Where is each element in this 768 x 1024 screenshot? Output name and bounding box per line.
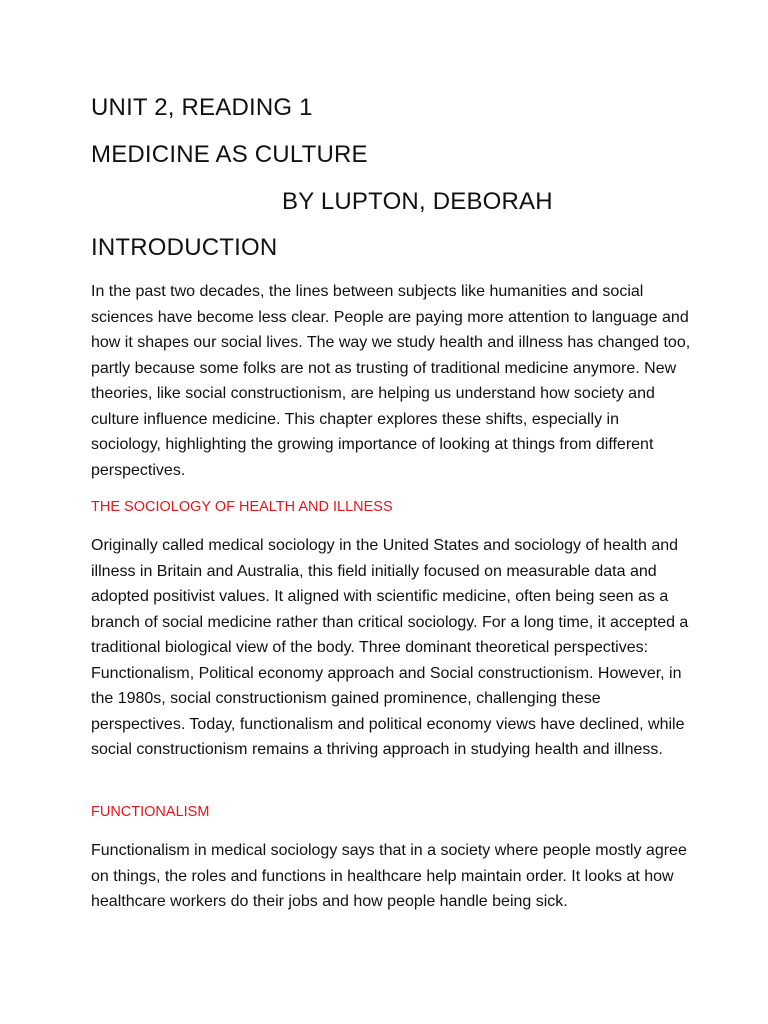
author-line: BY LUPTON, DEBORAH — [282, 188, 553, 215]
article-title: MEDICINE AS CULTURE — [91, 141, 368, 168]
section-heading-functionalism: FUNCTIONALISM — [91, 804, 210, 820]
section-heading-sociology: THE SOCIOLOGY OF HEALTH AND ILLNESS — [91, 499, 393, 515]
unit-title: UNIT 2, READING 1 — [91, 94, 313, 121]
introduction-paragraph: In the past two decades, the lines between subjects like humanities and social sciences have become less clear. People are paying more attention to language and how it shapes our social lives. The way we study health and illness has changed too, partly because some folks are not as trusting of traditional medicine anymore. New theories, like social constructionism, are helping us understand how society and culture influence medicine. This chapter explores these shifts, especially in sociology, highlighting the growing importance of looking at things from different perspectives. — [91, 283, 691, 479]
section-paragraph-functionalism: Functionalism in medical sociology says that in a society where people mostly agree on things, the roles and functions in healthcare help maintain order. It looks at how healthcare workers do their jobs and how people handle being sick. — [91, 842, 687, 910]
section-paragraph-sociology: Originally called medical sociology in the United States and sociology of health and illness in Britain and Australia, this field initially focused on measurable data and adopted positivist values. It aligned with scientific medicine, often being seen as a branch of social medicine rather than critical sociology. For a long time, it accepted a traditional biological view of the body. Three dominant theoretical perspectives: Functionalism, Political economy approach and Social constructionism. However, in the 1980s, social constructionism gained prominence, challenging these perspectives. Today, functionalism and political economy views have declined, while social constructionism remains a thriving approach in studying health and illness. — [91, 537, 689, 758]
introduction-heading: INTRODUCTION — [91, 234, 278, 261]
